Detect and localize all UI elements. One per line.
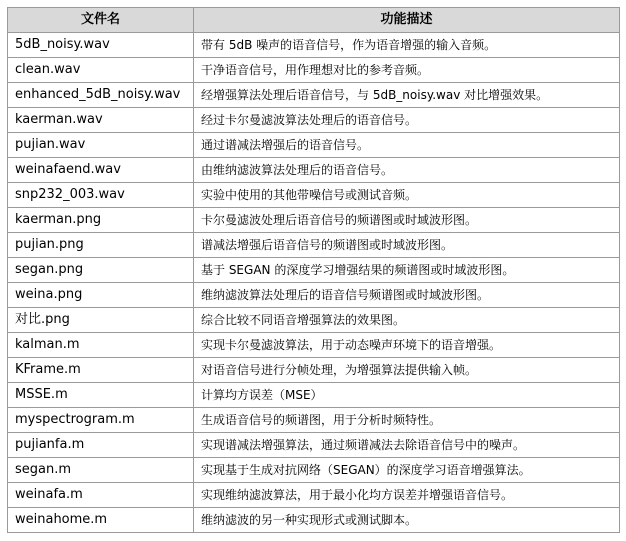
header-row — [8, 8, 620, 33]
description-cell: 对语音信号进行分帧处理，为增强算法提供输入帧。 — [194, 358, 620, 383]
description-cell: 实验中使用的其他带噪信号或测试音频。 — [194, 183, 620, 208]
file-description-table — [7, 7, 620, 533]
table-row — [8, 108, 620, 133]
table-row — [8, 33, 620, 58]
file-name-cell: pujian.wav — [8, 133, 194, 158]
description-cell: 基于 SEGAN 的深度学习增强结果的频谱图或时域波形图。 — [194, 258, 620, 283]
file-name-cell: MSSE.m — [8, 383, 194, 408]
file-name-cell: pujianfa.m — [8, 433, 194, 458]
header-description: 功能描述 — [194, 8, 620, 33]
table-row — [8, 233, 620, 258]
table-row — [8, 433, 620, 458]
description-cell: 经过卡尔曼滤波算法处理后的语音信号。 — [194, 108, 620, 133]
table-row — [8, 208, 620, 233]
description-cell: 维纳滤波的另一种实现形式或测试脚本。 — [194, 508, 620, 533]
description-cell: 维纳滤波算法处理后的语音信号频谱图或时域波形图。 — [194, 283, 620, 308]
file-name-cell: weinafa.m — [8, 483, 194, 508]
table-row — [8, 333, 620, 358]
header-filename: 文件名 — [8, 8, 194, 33]
file-name-cell: 对比.png — [8, 308, 194, 333]
table-row — [8, 358, 620, 383]
description-cell: 通过谱减法增强后的语音信号。 — [194, 133, 620, 158]
description-cell: 由维纳滤波算法处理后的语音信号。 — [194, 158, 620, 183]
file-name-cell: 5dB_noisy.wav — [8, 33, 194, 58]
table-row — [8, 408, 620, 433]
table-row — [8, 308, 620, 333]
table-row — [8, 383, 620, 408]
file-name-cell: segan.png — [8, 258, 194, 283]
description-cell: 谱减法增强后语音信号的频谱图或时域波形图。 — [194, 233, 620, 258]
file-name-cell: segan.m — [8, 458, 194, 483]
description-cell: 干净语音信号，用作理想对比的参考音频。 — [194, 58, 620, 83]
description-cell: 实现谱减法增强算法，通过频谱减法去除语音信号中的噪声。 — [194, 433, 620, 458]
file-name-cell: pujian.png — [8, 233, 194, 258]
file-name-cell: clean.wav — [8, 58, 194, 83]
file-table-container — [7, 7, 620, 533]
file-name-cell: myspectrogram.m — [8, 408, 194, 433]
description-cell: 实现基于生成对抗网络（SEGAN）的深度学习语音增强算法。 — [194, 458, 620, 483]
table-row — [8, 283, 620, 308]
description-cell: 经增强算法处理后语音信号，与 5dB_noisy.wav 对比增强效果。 — [194, 83, 620, 108]
description-cell: 带有 5dB 噪声的语音信号，作为语音增强的输入音频。 — [194, 33, 620, 58]
file-name-cell: weinahome.m — [8, 508, 194, 533]
file-name-cell: kalman.m — [8, 333, 194, 358]
table-row — [8, 258, 620, 283]
file-name-cell: kaerman.png — [8, 208, 194, 233]
table-row — [8, 158, 620, 183]
description-cell: 计算均方误差（MSE） — [194, 383, 620, 408]
table-row — [8, 133, 620, 158]
file-name-cell: KFrame.m — [8, 358, 194, 383]
file-name-cell: weinafaend.wav — [8, 158, 194, 183]
description-cell: 实现卡尔曼滤波算法，用于动态噪声环境下的语音增强。 — [194, 333, 620, 358]
file-name-cell: enhanced_5dB_noisy.wav — [8, 83, 194, 108]
table-row — [8, 83, 620, 108]
file-name-cell: snp232_003.wav — [8, 183, 194, 208]
table-body — [8, 33, 620, 533]
file-name-cell: weina.png — [8, 283, 194, 308]
file-name-cell: kaerman.wav — [8, 108, 194, 133]
description-cell: 卡尔曼滤波处理后语音信号的频谱图或时域波形图。 — [194, 208, 620, 233]
description-cell: 生成语音信号的频谱图，用于分析时频特性。 — [194, 408, 620, 433]
table-row — [8, 58, 620, 83]
table-row — [8, 483, 620, 508]
table-row — [8, 458, 620, 483]
description-cell: 综合比较不同语音增强算法的效果图。 — [194, 308, 620, 333]
description-cell: 实现维纳滤波算法，用于最小化均方误差并增强语音信号。 — [194, 483, 620, 508]
table-row — [8, 508, 620, 533]
table-header — [8, 8, 620, 33]
table-row — [8, 183, 620, 208]
